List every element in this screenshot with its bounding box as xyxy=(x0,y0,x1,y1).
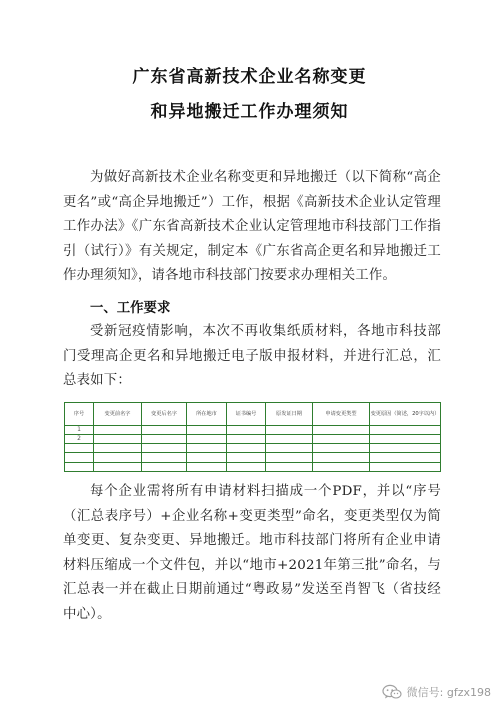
watermark-text: 微信号: gfzx198 xyxy=(406,686,491,699)
table-cell xyxy=(313,453,370,462)
table-cell xyxy=(266,462,313,471)
table-cell xyxy=(187,425,227,434)
watermark xyxy=(382,684,491,700)
table-row xyxy=(65,462,441,471)
table-cell xyxy=(370,453,441,462)
table-cell xyxy=(187,462,227,471)
table-cell xyxy=(227,444,266,453)
table-cell xyxy=(65,462,94,471)
table-row xyxy=(65,453,441,462)
table-cell xyxy=(142,462,187,471)
document-title-line-2: 和异地搬迁工作办理须知 xyxy=(150,102,349,122)
table-cell xyxy=(94,425,142,434)
table-cell xyxy=(94,453,142,462)
table-cell xyxy=(94,434,142,443)
table-cell xyxy=(313,434,370,443)
table-cell xyxy=(187,453,227,462)
table-cell xyxy=(370,425,441,434)
table-cell xyxy=(227,434,266,443)
table-header-cell: 证书编号 xyxy=(227,403,266,426)
table-cell xyxy=(187,444,227,453)
document-title-line-1: 广东省高新技术企业名称变更 xyxy=(132,67,367,87)
table-cell xyxy=(142,453,187,462)
table-header-cell: 序号 xyxy=(65,403,94,426)
table-cell xyxy=(142,434,187,443)
summary-table xyxy=(64,402,441,472)
table-cell xyxy=(313,425,370,434)
table-cell xyxy=(65,444,94,453)
section1-paragraph: 受新冠疫情影响，本次不再收集纸质材料，各地市科技部门受理高企更名和异地搬迁电子版申报材料，并进行汇总，汇总表如下： xyxy=(63,324,441,388)
table-header-cell: 变更前名字 xyxy=(94,403,142,426)
table-cell xyxy=(370,444,441,453)
table-cell xyxy=(266,425,313,434)
table-header-cell: 变更原因（简述，20字以内） xyxy=(370,403,441,426)
table-cell xyxy=(266,434,313,443)
table-header-cell: 申请变更类型 xyxy=(313,403,370,426)
row-number-cell: 2 xyxy=(65,434,94,443)
table-cell xyxy=(227,462,266,471)
table-cell xyxy=(370,434,441,443)
table-header-cell: 原发证日期 xyxy=(266,403,313,426)
table-cell xyxy=(142,425,187,434)
row-number-cell: 1 xyxy=(65,425,94,434)
table-cell xyxy=(313,444,370,453)
table-cell xyxy=(94,462,142,471)
table-row xyxy=(65,434,441,443)
table-cell xyxy=(65,453,94,462)
table-cell xyxy=(313,462,370,471)
table-cell xyxy=(142,444,187,453)
table-cell xyxy=(187,434,227,443)
table-row xyxy=(65,444,441,453)
table-cell xyxy=(370,462,441,471)
table-cell xyxy=(227,453,266,462)
table-cell xyxy=(94,444,142,453)
wechat-icon xyxy=(382,684,402,700)
table-header-cell: 变更后名字 xyxy=(142,403,187,426)
table-cell xyxy=(266,444,313,453)
summary-table-header-row xyxy=(65,403,441,426)
section1-paragraph-2: 每个企业需将所有申请材料扫描成一个PDF，并以“序号（汇总表序号）+企业名称+变更类型”命名，变更类型仅为简单变更、复杂变更、异地搬迁。地市科技部门将所有企业申请材料压缩成一个文件包，并以“地市+2021年第三批”命名，与汇总表一并在截止日期前通过“粤政易”发送至肖智飞（省技经中心）。 xyxy=(63,484,441,622)
table-cell xyxy=(227,425,266,434)
table-row xyxy=(65,425,441,434)
table-header-cell: 所在地市 xyxy=(187,403,227,426)
intro-paragraph: 为做好高新技术企业名称变更和异地搬迁（以下简称“高企更名”或“高企异地搬迁”）工作，根据《高新技术企业认定管理工作办法》《广东省高新技术企业认定管理地市科技部门工作指引（试行）》有关规定，制定本《广东省高企更名和异地搬迁工作办理须知》，请各地市科技部门按要求办理相关工作。 xyxy=(63,170,441,283)
table-cell xyxy=(266,453,313,462)
section-heading-work-requirements: 一、工作要求 xyxy=(90,301,171,316)
